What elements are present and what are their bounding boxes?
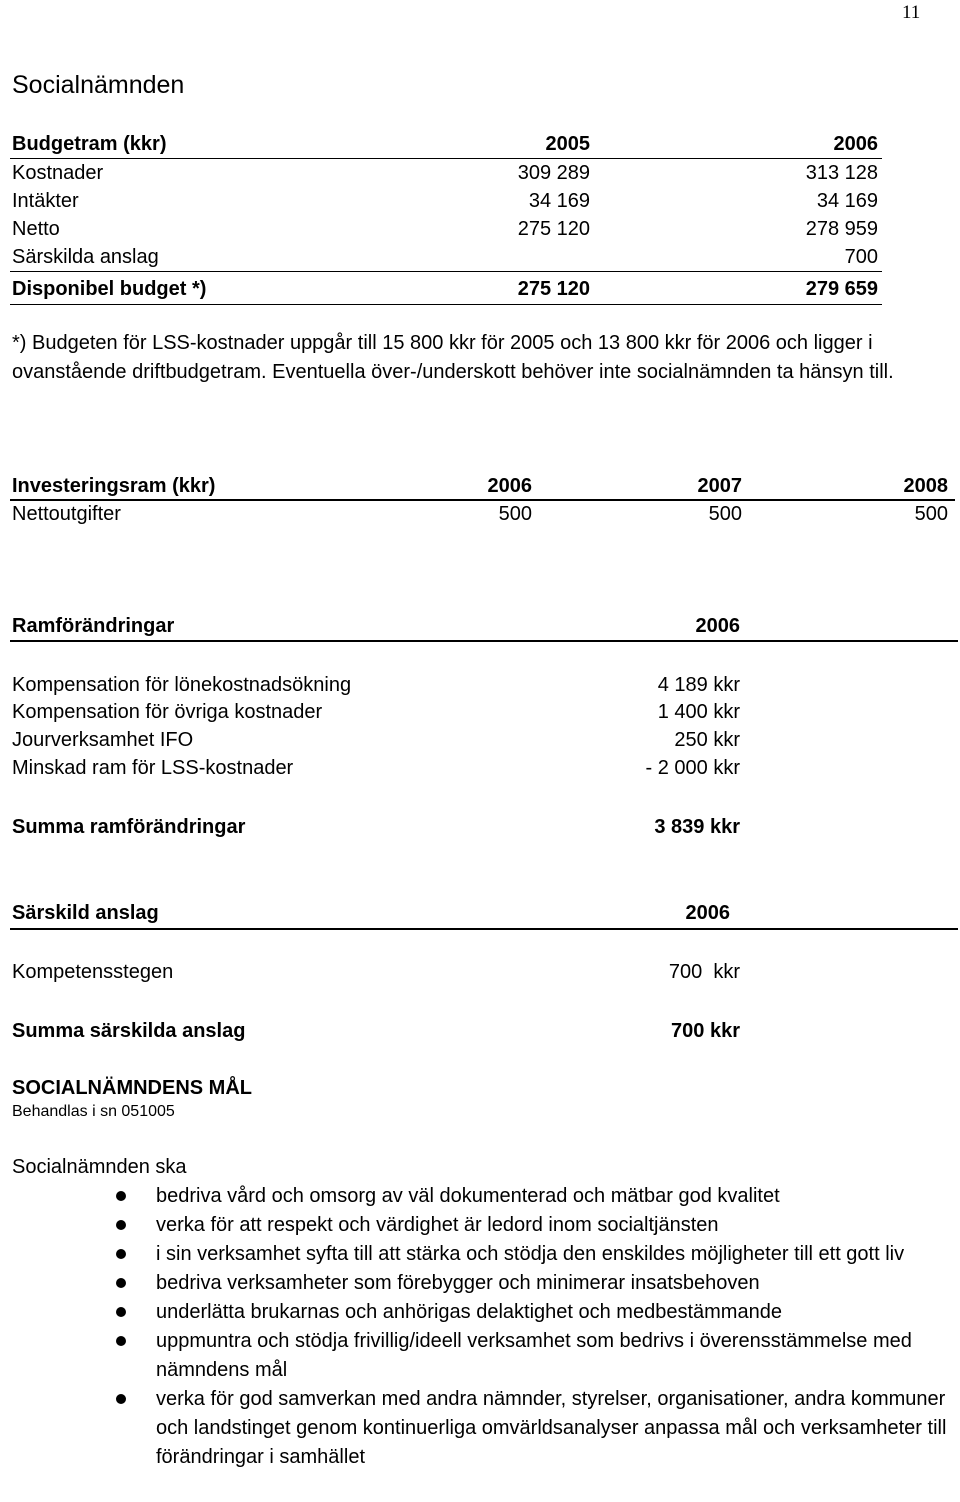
- bullet-icon: [116, 1249, 126, 1259]
- budget-total-label: Disponibel budget *): [12, 278, 207, 300]
- table-cell: 500: [914, 503, 948, 525]
- table-cell: - 2 000 kkr: [645, 757, 740, 779]
- bullet-icon: [116, 1220, 126, 1230]
- table-row-label: Särskilda anslag: [12, 246, 159, 268]
- list-item-text: verka för god samverkan med andra nämnder, styrelser, organisationer, andra kommuner och landstinget genom kontinuerliga omvärldsanalyser anpassa mål och verksamheter till förändringar i samhället: [156, 1388, 947, 1468]
- bullet-icon: [116, 1191, 126, 1201]
- table-cell: 309 289: [517, 162, 590, 184]
- table-cell: 4 189 kkr: [657, 674, 740, 696]
- list-item-text: uppmuntra och stödja frivillig/ideell verksamhet som bedrivs i överensstämmelse med nämndens mål: [156, 1330, 912, 1381]
- sarskild-header-rule: [10, 928, 958, 930]
- investment-header-col3: 2008: [903, 475, 948, 497]
- list-item: [0, 1211, 960, 1240]
- bullet-icon: [116, 1278, 126, 1288]
- table-row-label: Kompensation för lönekostnadsökning: [12, 674, 352, 696]
- bullet-icon: [116, 1307, 126, 1317]
- ramforandringar-total-value: 3 839 kkr: [654, 816, 740, 838]
- list-item: [0, 1298, 960, 1327]
- goals-intro: Socialnämnden ska: [12, 1156, 187, 1178]
- list-item-text: underlätta brukarnas och anhörigas delaktighet och medbestämmande: [156, 1301, 782, 1323]
- table-row-label: Netto: [12, 218, 60, 240]
- budget-total-col2: 279 659: [805, 278, 878, 300]
- table-cell: 700 kkr: [668, 961, 740, 983]
- list-item: [0, 1240, 960, 1269]
- list-item-text: i sin verksamhet syfta till att stärka och stödja den enskildes möjligheter till ett gott liv: [156, 1243, 905, 1265]
- budget-bottom-rule: [10, 304, 882, 305]
- list-item: [0, 1385, 960, 1472]
- page-title: Socialnämnden: [12, 71, 185, 99]
- list-item-text: verka för att respekt och värdighet är ledord inom socialtjänsten: [156, 1214, 719, 1236]
- ramforandringar-header-rule: [10, 640, 958, 642]
- bullet-icon: [116, 1394, 126, 1404]
- list-item-text: bedriva verksamheter som förebygger och minimerar insatsbehoven: [156, 1272, 760, 1294]
- table-cell: 500: [498, 503, 532, 525]
- list-item: [0, 1327, 960, 1385]
- budget-header-label: Budgetram (kkr): [12, 133, 167, 155]
- budget-header-col2: 2006: [833, 133, 878, 155]
- budget-total-rule: [10, 271, 882, 272]
- table-row-label: Kostnader: [12, 162, 104, 184]
- table-row-label: Intäkter: [12, 190, 79, 212]
- sarskild-header-year: 2006: [685, 902, 730, 924]
- budget-total-col1: 275 120: [517, 278, 590, 300]
- table-cell: 1 400 kkr: [657, 701, 740, 723]
- sarskild-total-value: 700 kkr: [671, 1020, 740, 1042]
- table-cell: 34 169: [816, 190, 878, 212]
- ramforandringar-total-label: Summa ramförändringar: [12, 816, 246, 838]
- table-row-label: Nettoutgifter: [12, 503, 121, 525]
- bullet-icon: [116, 1336, 126, 1346]
- table-row-label: Jourverksamhet IFO: [12, 729, 194, 751]
- list-item-text: bedriva vård och omsorg av väl dokumenterad och mätbar god kvalitet: [156, 1185, 780, 1207]
- table-cell: 278 959: [805, 218, 878, 240]
- investment-header-col1: 2006: [487, 475, 532, 497]
- table-cell: 250 kkr: [674, 729, 740, 751]
- ramforandringar-header-label: Ramförändringar: [12, 615, 175, 637]
- table-cell: 275 120: [517, 218, 590, 240]
- list-item: [0, 1269, 960, 1298]
- goals-list: [0, 1182, 960, 1472]
- goals-heading: SOCIALNÄMNDENS MÅL: [12, 1077, 252, 1099]
- sarskild-total-label: Summa särskilda anslag: [12, 1020, 246, 1042]
- page-number: 11: [902, 2, 921, 23]
- goals-subheading: Behandlas i sn 051005: [12, 1103, 175, 1120]
- sarskild-header-label: Särskild anslag: [12, 902, 159, 924]
- investment-header-label: Investeringsram (kkr): [12, 475, 216, 497]
- table-row-label: Minskad ram för LSS-kostnader: [12, 757, 294, 779]
- table-cell: 700: [844, 246, 878, 268]
- list-item: [0, 1182, 960, 1211]
- table-cell: 500: [708, 503, 742, 525]
- ramforandringar-header-year: 2006: [695, 615, 740, 637]
- investment-header-col2: 2007: [697, 475, 742, 497]
- table-row-label: Kompensation för övriga kostnader: [12, 701, 323, 723]
- table-row-label: Kompetensstegen: [12, 961, 174, 983]
- budget-header-col1: 2005: [545, 133, 590, 155]
- budget-footnote: *) Budgeten för LSS-kostnader uppgår till 15 800 kkr för 2005 och 13 800 kkr för 2006 och ligger i ovanstående driftbudgetram. Eventuella över-/underskott behöver inte socialnämnden ta hänsyn till.: [12, 332, 894, 383]
- table-cell: 313 128: [805, 162, 878, 184]
- table-cell: 34 169: [528, 190, 590, 212]
